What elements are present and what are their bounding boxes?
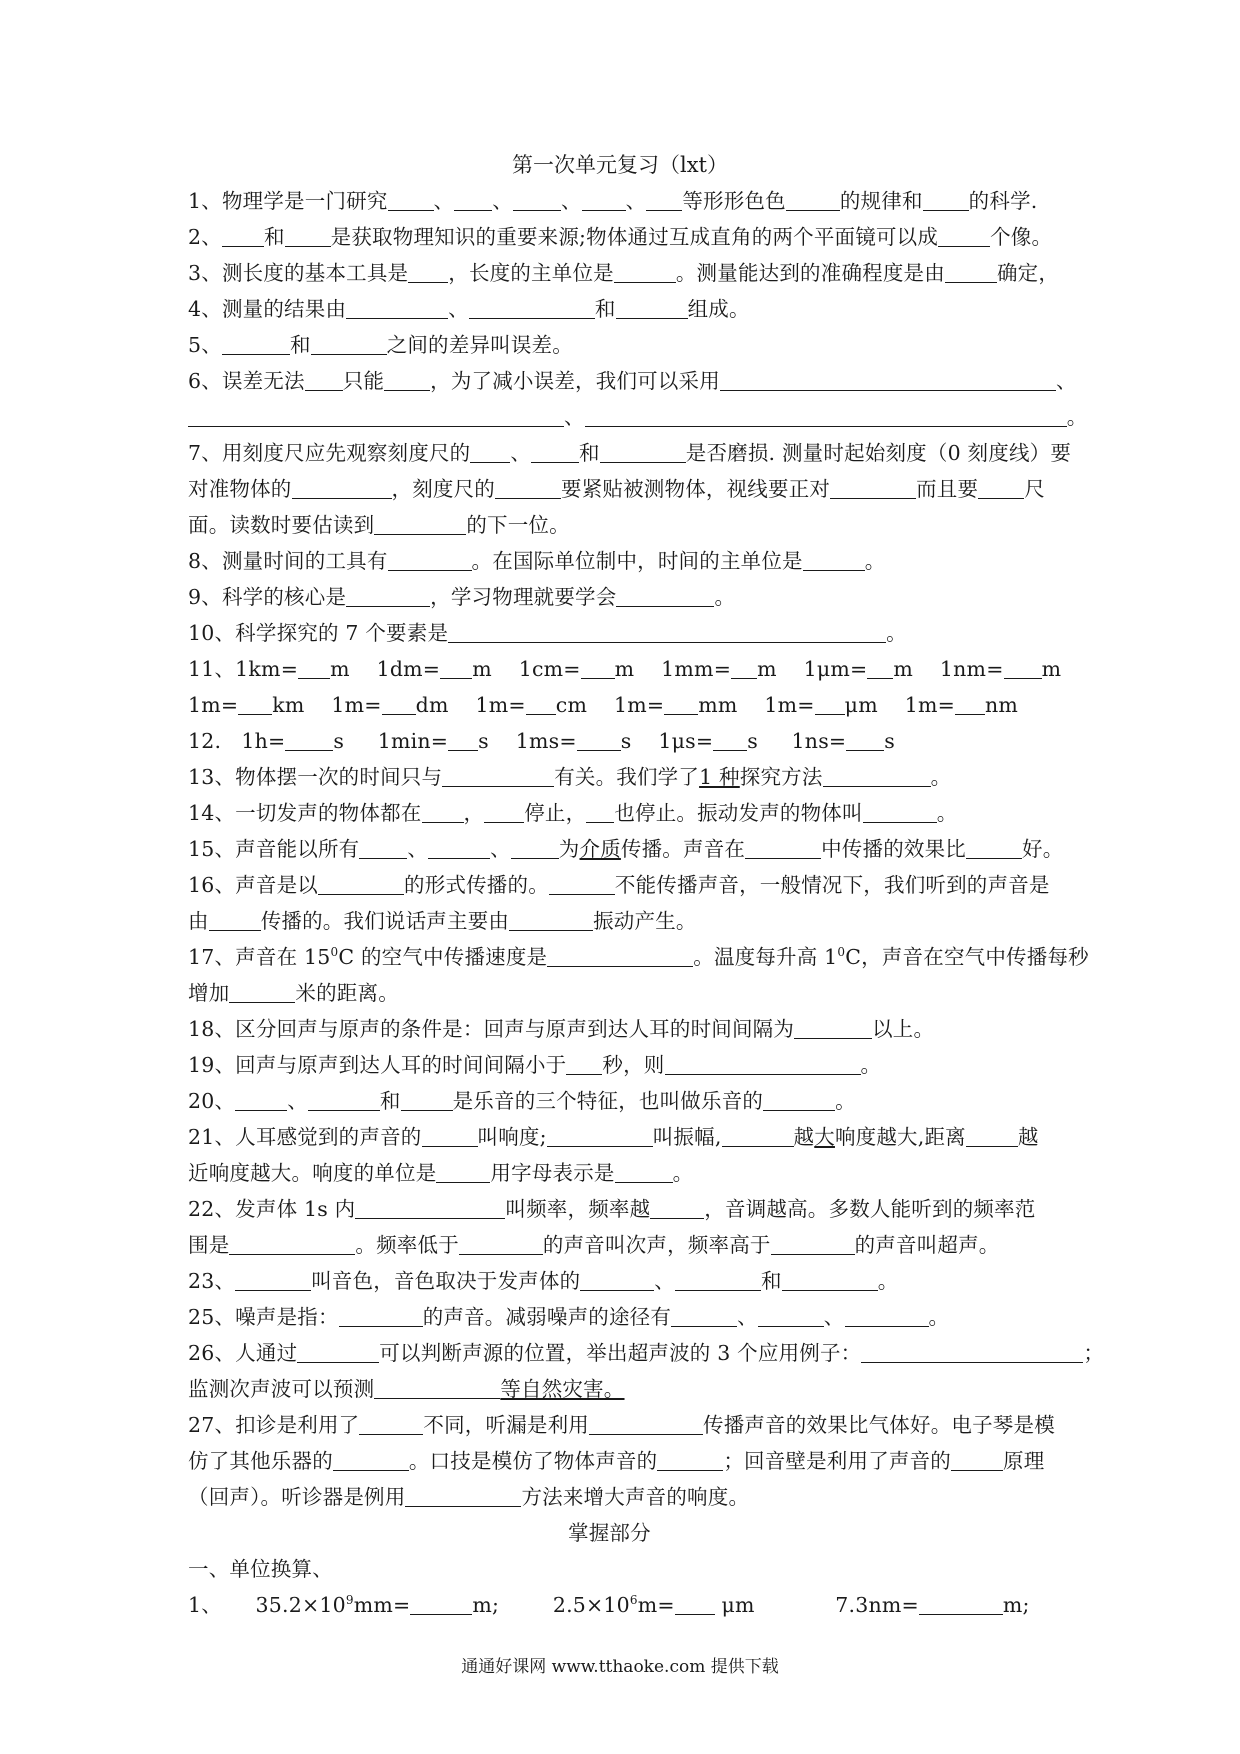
question-8: 8、测量时间的工具有 。在国际单位制中，时间的主单位是 。 — [188, 549, 886, 573]
question-12: 12. 1h= s 1min= s 1ms= s 1μs= s 1ns= s — [188, 729, 896, 753]
question-16-cont: 由 传播的。我们说话声主要由 振动产生。 — [188, 909, 697, 933]
footer-text: 通通好课网 www.tthaoke.com 提供下载 — [461, 1657, 779, 1677]
question-22: 22、发声体 1s 内 叫频率，频率越 ，音调越高。多数人能听到的频率范 — [188, 1197, 1036, 1221]
question-26: 26、人通过 可以判断声源的位置，举出超声波的 3 个应用例子： ； — [188, 1341, 1105, 1365]
question-13: 13、物体摆一次的时间只与 有关。我们学了1 种探究方法 。 — [188, 765, 952, 789]
question-7: 7、用刻度尺应先观察刻度尺的 、 和 是否磨损. 测量时起始刻度（0 刻度线）要 — [188, 441, 1072, 465]
question-27: 27、扣诊是利用了 不同，听漏是利用 传播声音的效果比气体好。电子琴是模 — [188, 1413, 1055, 1437]
question-20: 20、 、 和 是乐音的三个特征，也叫做乐音的 。 — [188, 1089, 856, 1113]
question-19: 19、回声与原声到达人耳的时间间隔小于 秒，则 。 — [188, 1053, 882, 1077]
question-17-cont: 增加 米的距离。 — [188, 981, 399, 1005]
question-4: 4、测量的结果由 、 和 组成。 — [188, 297, 750, 321]
question-3: 3、测长度的基本工具是 ，长度的主单位是 。测量能达到的准确程度是由 确定， — [188, 261, 1060, 285]
question-9: 9、科学的核心是 ，学习物理就要学会 。 — [188, 585, 736, 609]
question-6-cont: 、 。 — [188, 404, 1087, 430]
question-11-cont: 1m= km 1m= dm 1m= cm 1m= mm 1m= μm 1m= nm — [188, 693, 1019, 717]
question-7-cont2: 面。读数时要估读到 的下一位。 — [188, 513, 570, 537]
question-11: 11、1km= m 1dm= m 1cm= m 1mm= m 1μm= m 1nm= m — [188, 657, 1062, 681]
section-heading: 掌握部分 — [568, 1521, 651, 1545]
question-22-cont: 围是 。频率低于 的声音叫次声，频率高于 的声音叫超声。 — [188, 1233, 1000, 1257]
question-10: 10、科学探究的 7 个要素是 。 — [188, 621, 907, 645]
question-14: 14、一切发声的物体都在 ， 停止， 也停止。振动发声的物体叫 。 — [188, 801, 958, 825]
question-5: 5、 和 之间的差异叫误差。 — [188, 333, 573, 357]
conversion-1: 1、 $35.2\times 10^9mm= m$; $2.5\times 10^6m= \mu m$ 7.3nm= m; — [188, 1593, 1030, 1617]
question-6: 6、误差无法 只能 ，为了减小误差，我们可以采用 、 — [188, 369, 1077, 393]
question-21-cont: 近响度越大。响度的单位是 用字母表示是 。 — [188, 1161, 694, 1185]
page-title: 第一次单元复习（lxt） — [512, 153, 728, 177]
question-16: 16、声音是以 的形式传播的。 不能传播声音，一般情况下，我们听到的声音是 — [188, 873, 1050, 897]
question-27-cont2: （回声）。听诊器是例用 方法来增大声音的响度。 — [188, 1485, 750, 1509]
question-23: 23、 叫音色，音色取决于发声体的 、 和 。 — [188, 1269, 899, 1293]
question-26-cont: 监测次声波可以预测 等自然灾害。 — [188, 1377, 625, 1401]
question-21: 21、人耳感觉到的声音的 叫响度; 叫振幅, 越大响度越大,距离 越 — [188, 1125, 1039, 1149]
question-25: 25、噪声是指： 的声音。减弱噪声的途径有 、 、 。 — [188, 1305, 950, 1329]
question-1: 1、物理学是一门研究 、 、 、 、 等形形色色 的规律和 的科学. — [188, 189, 1038, 213]
unit-conversion-heading: 一、单位换算、 — [188, 1557, 333, 1581]
question-27-cont: 仿了其他乐器的 。口技是模仿了物体声音的 ；回音壁是利用了声音的 原理 — [188, 1449, 1045, 1473]
question-7-cont: 对准物体的 ，刻度尺的 要紧贴被测物体，视线要正对 而且要 尺 — [188, 477, 1045, 501]
question-2: 2、 和 是获取物理知识的重要来源;物体通过互成直角的两个平面镜可以成 个像。 — [188, 225, 1053, 249]
question-15: 15、声音能以所有 、 、 为介质传播。声音在 中传播的效果比 好。 — [188, 837, 1064, 861]
question-18: 18、区分回声与原声的条件是：回声与原声到达人耳的时间间隔为 以上。 — [188, 1017, 935, 1041]
question-17: 17、声音在 $15^0C$ 的空气中传播速度是 。温度每升高 $1^0C$，声音在空气中传播每秒 — [188, 945, 1089, 969]
